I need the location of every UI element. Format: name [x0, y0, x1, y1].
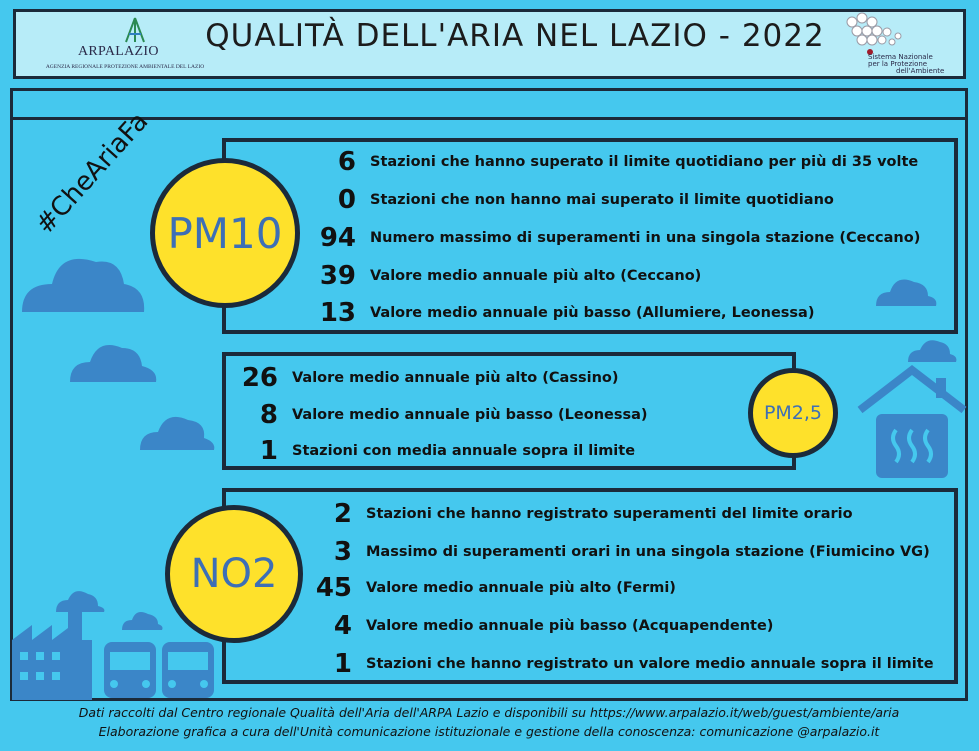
- pm10-badge: PM10: [150, 158, 300, 308]
- no2-row: [306, 537, 930, 567]
- pm10-row: [312, 185, 834, 215]
- pm25-row: [232, 363, 618, 393]
- no2-row: [306, 611, 773, 641]
- pm10-text: Numero massimo di superamenti in una singola stazione (Ceccano): [370, 230, 921, 246]
- pm25-text: Valore medio annuale più alto (Cassino): [292, 370, 619, 386]
- no2-value: 45: [315, 573, 352, 603]
- factory-icon: [12, 610, 92, 700]
- no2-badge: NO2: [165, 505, 303, 643]
- cloud-icon: [56, 591, 104, 612]
- footer-line2: Elaborazione grafica a cura dell'Unità comunicazione istituzionale e gestione della conoscenza: comunicazione @arpalazio.it: [98, 724, 880, 739]
- pm25-value: 8: [259, 400, 278, 430]
- pm10-value: 13: [319, 298, 356, 328]
- pm10-row: [312, 147, 918, 177]
- pm25-panel: [222, 352, 796, 470]
- hashtag: #CheAriaFa: [30, 106, 155, 241]
- snpa-line2: per la Protezione: [868, 60, 928, 68]
- pm10-value: 94: [319, 223, 356, 253]
- pm25-value: 1: [259, 436, 278, 466]
- pm10-text: Stazioni che hanno superato il limite quotidiano per più di 35 volte: [370, 154, 919, 170]
- cloud-icon: [140, 417, 214, 450]
- house-heating-icon: [860, 370, 964, 478]
- bus-icon: [162, 642, 214, 698]
- pm10-text: Stazioni che non hanno mai superato il limite quotidiano: [370, 192, 834, 208]
- no2-value: 1: [333, 649, 352, 679]
- pm25-text: Valore medio annuale più basso (Leonessa): [292, 407, 648, 423]
- no2-value: 2: [333, 499, 352, 529]
- no2-text: Stazioni che hanno registrato un valore medio annuale sopra il limite: [366, 656, 934, 672]
- no2-row: [306, 573, 676, 603]
- no2-value: 3: [333, 537, 352, 567]
- cloud-icon: [122, 612, 163, 630]
- pm25-badge: PM2,5: [748, 368, 838, 458]
- cloud-icon: [70, 345, 156, 382]
- pm10-row: [312, 261, 701, 291]
- no2-value: 4: [333, 611, 352, 641]
- no2-row: [306, 649, 934, 679]
- page-title: QUALITÀ DELL'ARIA NEL LAZIO - 2022: [205, 18, 825, 54]
- pm25-text: Stazioni con media annuale sopra il limite: [292, 443, 636, 459]
- footer-line1: Dati raccolti dal Centro regionale Qualità dell'Aria dell'ARPA Lazio e disponibili su https://www.arpalazio.it/web/guest/ambiente/aria: [78, 705, 900, 720]
- no2-text: Stazioni che hanno registrato superamenti del limite orario: [366, 506, 853, 522]
- no2-text: Valore medio annuale più alto (Fermi): [366, 580, 676, 596]
- pm25-value: 26: [241, 363, 278, 393]
- no2-row: [306, 499, 853, 529]
- cloud-icon: [908, 340, 956, 362]
- pm25-row: [232, 436, 635, 466]
- cloud-icon: [22, 259, 144, 312]
- no2-text: Massimo di superamenti orari in una singola stazione (Fiumicino VG): [366, 544, 930, 560]
- pm10-panel: [222, 138, 958, 334]
- pm10-text: Valore medio annuale più basso (Allumiere, Leonessa): [370, 305, 815, 321]
- snpa-line1: Sistema Nazionale: [868, 53, 933, 61]
- pm10-text: Valore medio annuale più alto (Ceccano): [370, 268, 702, 284]
- pm10-value: 6: [337, 147, 356, 177]
- pm10-value: 39: [319, 261, 356, 291]
- pm10-row: [312, 298, 814, 328]
- snpa-line3: dell'Ambiente: [896, 67, 945, 75]
- pm10-row: [312, 223, 920, 253]
- arpalazio-logo-tagline: AGENZIA REGIONALE PROTEZIONE AMBIENTALE DEL LAZIO: [45, 64, 205, 70]
- pm10-value: 0: [337, 185, 356, 215]
- arpalazio-logo-name: ARPALAZIO: [78, 44, 159, 59]
- no2-panel: [222, 488, 958, 684]
- footer: [10, 703, 968, 741]
- no2-text: Valore medio annuale più basso (Acquapendente): [366, 618, 774, 634]
- bus-icon: [104, 642, 156, 698]
- pm25-row: [232, 400, 648, 430]
